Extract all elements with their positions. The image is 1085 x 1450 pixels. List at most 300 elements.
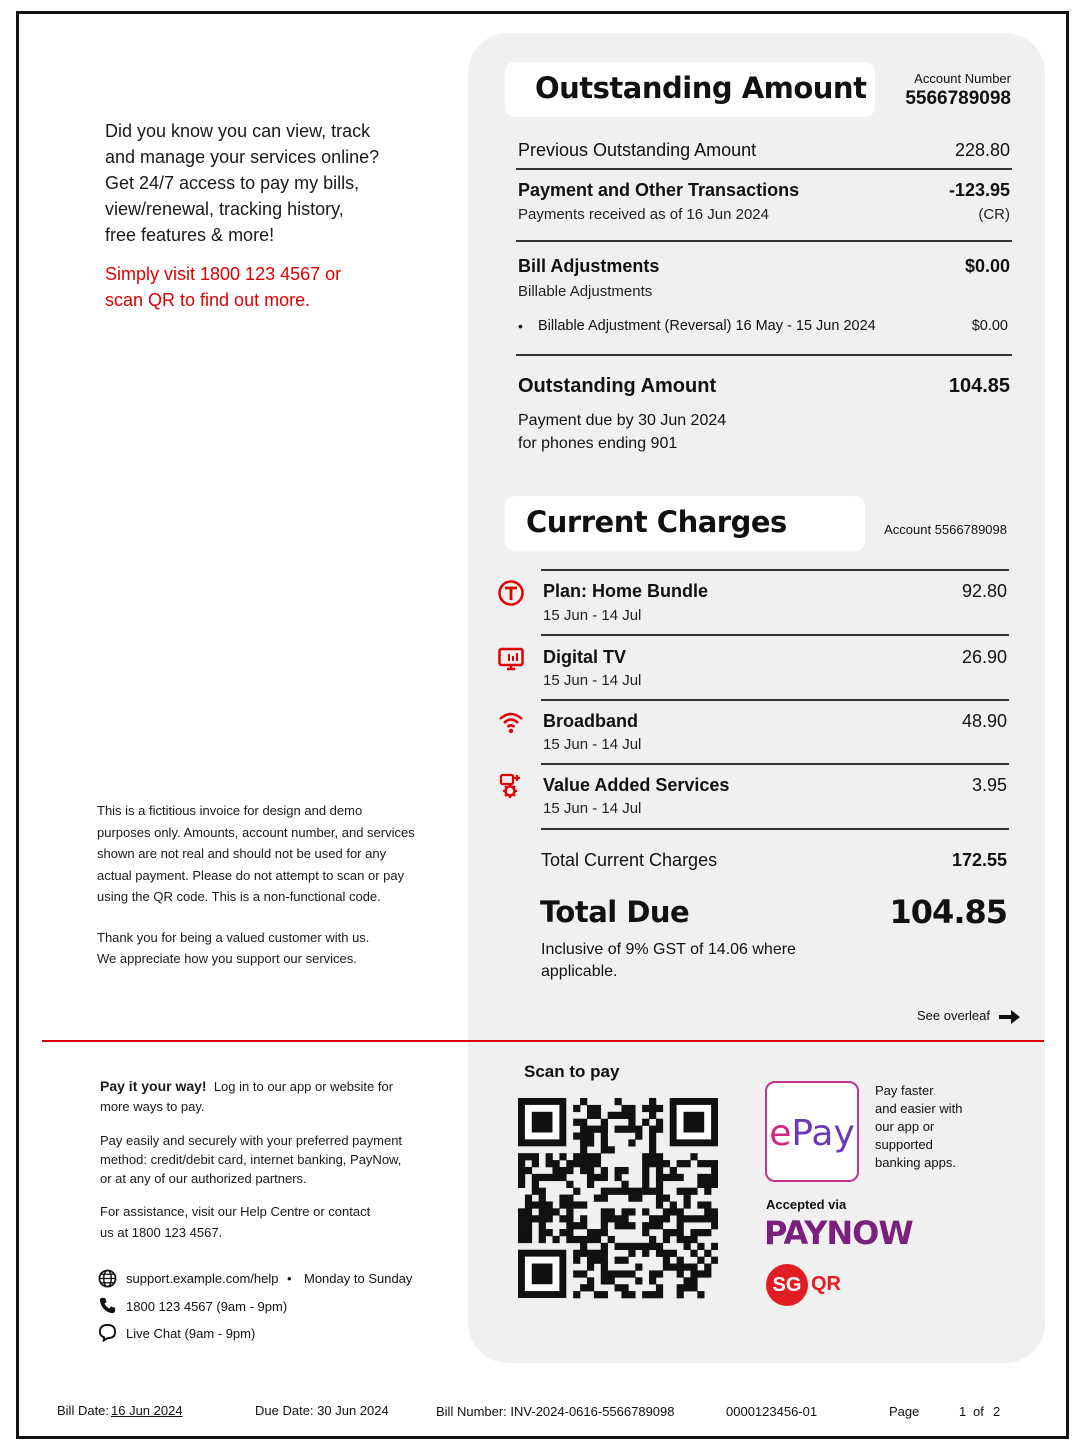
qr-module <box>594 1112 601 1119</box>
qr-module <box>532 1181 539 1188</box>
qr-module <box>649 1236 656 1243</box>
qr-module <box>642 1222 649 1229</box>
qr-module <box>525 1208 532 1215</box>
qr-module <box>518 1229 525 1236</box>
qr-module <box>518 1174 525 1181</box>
qr-module <box>525 1236 532 1243</box>
qr-module <box>601 1208 608 1215</box>
thanks-line: We appreciate how you support our services. <box>97 951 357 966</box>
qr-module <box>670 1229 677 1236</box>
qr-module <box>546 1201 553 1208</box>
qr-module <box>580 1126 587 1133</box>
qr-module <box>573 1250 580 1257</box>
qr-module <box>615 1098 622 1105</box>
qr-module <box>684 1160 691 1167</box>
qr-module <box>532 1201 539 1208</box>
qr-module <box>587 1277 594 1284</box>
pay-heading: Pay it your way! <box>100 1078 207 1094</box>
qr-module <box>711 1215 718 1222</box>
qr-module <box>594 1236 601 1243</box>
payments-label: Payment and Other Transactions <box>518 180 800 200</box>
bill-adjustments-label: Bill Adjustments <box>518 256 660 276</box>
epay-line: banking apps. <box>875 1155 956 1170</box>
qr-module <box>559 1167 566 1174</box>
qr-module <box>594 1195 601 1202</box>
qr-module <box>635 1277 642 1284</box>
qr-module <box>642 1119 649 1126</box>
qr-module <box>649 1098 656 1105</box>
qr-module <box>649 1243 656 1250</box>
qr-module <box>711 1174 718 1181</box>
promo-line: and manage your services online? <box>105 147 380 167</box>
item-name: Broadband <box>543 711 639 731</box>
qr-module <box>663 1264 670 1271</box>
qr-module <box>649 1153 656 1160</box>
qr-module <box>559 1153 566 1160</box>
chat-icon <box>98 1323 117 1342</box>
epay-description <box>875 1082 962 1172</box>
qr-module <box>677 1236 684 1243</box>
qr-module <box>663 1160 670 1167</box>
qr-module <box>704 1208 711 1215</box>
qr-module <box>649 1270 656 1277</box>
promo-cta[interactable] <box>105 261 425 313</box>
qr-module <box>566 1236 573 1243</box>
promo-line: view/renewal, tracking history, <box>105 199 344 219</box>
divider <box>516 168 1012 170</box>
qr-module <box>697 1257 704 1264</box>
qr-module <box>656 1188 663 1195</box>
qr-module <box>566 1215 573 1222</box>
qr-module <box>697 1229 704 1236</box>
qr-module <box>601 1257 608 1264</box>
qr-module <box>546 1160 553 1167</box>
qr-module <box>621 1188 628 1195</box>
qr-module <box>642 1167 649 1174</box>
qr-module <box>601 1215 608 1222</box>
qr-module <box>518 1222 525 1229</box>
epay-logo-label: Pay <box>791 1113 855 1154</box>
qr-module <box>608 1236 615 1243</box>
qr-module <box>711 1167 718 1174</box>
qr-module <box>573 1201 580 1208</box>
qr-finder-pattern <box>518 1250 566 1298</box>
divider <box>541 763 1009 765</box>
qr-module <box>580 1167 587 1174</box>
qr-module <box>677 1208 684 1215</box>
total-current-charges-label: Total Current Charges <box>541 850 718 870</box>
thanks-line: Thank you for being a valued customer with us. <box>97 930 370 945</box>
qr-module <box>656 1105 663 1112</box>
total-current-charges-value: 172.55 <box>951 850 1007 870</box>
sgqr-logo: SG <box>766 1264 808 1306</box>
qr-module <box>615 1112 622 1119</box>
qr-module <box>573 1188 580 1195</box>
current-account: Account 5566789098 <box>884 522 1007 537</box>
qr-module <box>628 1208 635 1215</box>
qr-module <box>587 1126 594 1133</box>
item-amount: 26.90 <box>961 647 1007 667</box>
qr-module <box>608 1146 615 1153</box>
qr-module <box>670 1208 677 1215</box>
qr-module <box>601 1264 608 1271</box>
qr-module <box>677 1215 684 1222</box>
plan-icon <box>497 579 525 607</box>
bill-adjustments-sub: Billable Adjustments <box>518 283 653 300</box>
qr-module <box>580 1098 587 1105</box>
qr-module <box>690 1229 697 1236</box>
qr-module <box>573 1257 580 1264</box>
current-charges-title: Current Charges <box>526 505 787 539</box>
qr-module <box>704 1270 711 1277</box>
qr-module <box>711 1222 718 1229</box>
qr-module <box>566 1222 573 1229</box>
qr-module <box>628 1105 635 1112</box>
item-period: 15 Jun - 14 Jul <box>543 800 642 817</box>
qr-module <box>573 1119 580 1126</box>
qr-module <box>670 1201 677 1208</box>
thanks-note <box>97 927 442 969</box>
qr-module <box>642 1250 649 1257</box>
qr-module <box>656 1119 663 1126</box>
wifi-icon <box>497 709 525 737</box>
qr-module <box>587 1132 594 1139</box>
phone-number[interactable]: 1800 123 4567 (9am - 9pm) <box>126 1299 288 1314</box>
epay-line: and easier with <box>875 1101 963 1116</box>
qr-module <box>580 1284 587 1291</box>
see-overleaf[interactable]: See overleaf <box>917 1008 990 1023</box>
qr-module <box>615 1215 622 1222</box>
qr-module <box>580 1119 587 1126</box>
qr-module <box>642 1291 649 1298</box>
assist-line: us at 1800 123 4567. <box>100 1225 223 1240</box>
qr-module <box>573 1105 580 1112</box>
qr-module <box>580 1222 587 1229</box>
qr-module <box>539 1229 546 1236</box>
qr-module <box>711 1257 718 1264</box>
gst-line: applicable. <box>541 963 618 980</box>
qr-module <box>684 1188 691 1195</box>
item-amount: 48.90 <box>961 711 1007 731</box>
qr-module <box>621 1181 628 1188</box>
qr-module <box>621 1126 628 1133</box>
qr-module <box>697 1270 704 1277</box>
qr-module <box>594 1291 601 1298</box>
qr-module <box>525 1229 532 1236</box>
qr-module <box>656 1201 663 1208</box>
payment-due-line: Payment due by 30 Jun 2024 <box>518 412 727 429</box>
qr-module <box>628 1112 635 1119</box>
qr-module <box>621 1284 628 1291</box>
outstanding-title-box <box>505 62 875 117</box>
qr-module <box>580 1250 587 1257</box>
qr-finder-pattern <box>670 1098 718 1146</box>
qr-module <box>594 1126 601 1133</box>
qr-module <box>684 1277 691 1284</box>
disclaimer-line: shown are not real and should not be used for any <box>97 846 387 861</box>
qr-module <box>587 1112 594 1119</box>
qr-module <box>594 1160 601 1167</box>
qr-module <box>628 1119 635 1126</box>
qr-module <box>670 1167 677 1174</box>
qr-module <box>608 1270 615 1277</box>
qr-module <box>649 1132 656 1139</box>
qr-module <box>587 1236 594 1243</box>
qr-module <box>656 1167 663 1174</box>
qr-module <box>684 1201 691 1208</box>
disclaimer-line: This is a fictitious invoice for design and demo <box>97 803 363 818</box>
qr-module <box>552 1208 559 1215</box>
qr-module <box>677 1284 684 1291</box>
qr-module <box>697 1201 704 1208</box>
qr-module <box>649 1146 656 1153</box>
qr-module <box>656 1160 663 1167</box>
qr-module <box>608 1208 615 1215</box>
qr-module <box>587 1284 594 1291</box>
total-due-value: 104.85 <box>889 893 1007 931</box>
qr-module <box>628 1250 635 1257</box>
qr-module <box>649 1105 656 1112</box>
methods-line: or at any of our authorized partners. <box>100 1171 307 1186</box>
qr-module <box>539 1174 546 1181</box>
previous-outstanding-value: 228.80 <box>954 140 1010 160</box>
qr-module <box>615 1126 622 1133</box>
outstanding-title: Outstanding Amount <box>535 71 867 105</box>
qr-module <box>684 1264 691 1271</box>
qr-module <box>690 1188 697 1195</box>
payment-qr-code[interactable] <box>518 1098 718 1300</box>
qr-module <box>628 1222 635 1229</box>
qr-module <box>677 1291 684 1298</box>
qr-module <box>615 1257 622 1264</box>
qr-module <box>663 1257 670 1264</box>
qr-module <box>711 1208 718 1215</box>
qr-module <box>580 1270 587 1277</box>
help-website-link[interactable]: support.example.com/help <box>126 1271 279 1286</box>
qr-module <box>704 1160 711 1167</box>
qr-module <box>594 1250 601 1257</box>
qr-module <box>552 1236 559 1243</box>
qr-module <box>704 1188 711 1195</box>
qr-module <box>594 1105 601 1112</box>
qr-module <box>677 1270 684 1277</box>
outstanding-total-label: Outstanding Amount <box>518 375 717 397</box>
qr-module <box>690 1277 697 1284</box>
qr-module <box>580 1146 587 1153</box>
qr-module <box>670 1264 677 1271</box>
arrow-right-icon <box>998 1008 1022 1026</box>
qr-module <box>587 1250 594 1257</box>
qr-module <box>601 1167 608 1174</box>
divider <box>516 354 1012 356</box>
qr-module <box>559 1201 566 1208</box>
qr-module <box>649 1126 656 1133</box>
qr-module <box>559 1229 566 1236</box>
qr-module <box>642 1105 649 1112</box>
section-divider <box>42 1040 1044 1042</box>
item-period: 15 Jun - 14 Jul <box>543 607 642 624</box>
qr-module <box>621 1112 628 1119</box>
qr-module <box>559 1195 566 1202</box>
qr-module <box>587 1264 594 1271</box>
qr-module <box>546 1208 553 1215</box>
qr-module <box>580 1153 587 1160</box>
methods-line: Pay easily and securely with your preferred payment <box>100 1133 403 1148</box>
qr-module <box>670 1250 677 1257</box>
qr-module <box>635 1126 642 1133</box>
globe-icon <box>98 1269 117 1288</box>
qr-module <box>704 1215 711 1222</box>
qr-module <box>656 1270 663 1277</box>
payments-sub: Payments received as of 16 Jun 2024 <box>518 206 769 223</box>
item-name: Plan: Home Bundle <box>543 581 709 601</box>
qr-module <box>628 1243 635 1250</box>
qr-module <box>580 1243 587 1250</box>
qr-module <box>580 1215 587 1222</box>
qr-module <box>587 1181 594 1188</box>
qr-module <box>518 1236 525 1243</box>
phone-icon <box>98 1296 117 1315</box>
qr-module <box>711 1160 718 1167</box>
qr-module <box>601 1222 608 1229</box>
qr-module <box>628 1126 635 1133</box>
qr-module <box>525 1167 532 1174</box>
qr-module <box>621 1291 628 1298</box>
qr-module <box>518 1181 525 1188</box>
qr-module <box>677 1188 684 1195</box>
page-total: 2 <box>993 1404 1001 1419</box>
qr-module <box>539 1195 546 1202</box>
previous-outstanding-label: Previous Outstanding Amount <box>518 140 757 160</box>
qr-module <box>615 1243 622 1250</box>
live-chat[interactable]: Live Chat (9am - 9pm) <box>126 1326 256 1341</box>
qr-module <box>587 1160 594 1167</box>
pay-heading-rest: Log in to our app or website for <box>213 1079 394 1094</box>
qr-module <box>649 1139 656 1146</box>
qr-module <box>656 1243 663 1250</box>
qr-module <box>621 1243 628 1250</box>
qr-module <box>518 1208 525 1215</box>
qr-module <box>711 1243 718 1250</box>
qr-module <box>608 1188 615 1195</box>
qr-module <box>663 1229 670 1236</box>
item-period: 15 Jun - 14 Jul <box>543 672 642 689</box>
qr-module <box>601 1277 608 1284</box>
qr-module <box>642 1229 649 1236</box>
qr-module <box>552 1174 559 1181</box>
qr-module <box>649 1277 656 1284</box>
qr-module <box>601 1174 608 1181</box>
total-due-label: Total Due <box>540 895 690 929</box>
qr-module <box>573 1160 580 1167</box>
item-amount: 92.80 <box>961 581 1007 601</box>
qr-module <box>704 1201 711 1208</box>
qr-module <box>670 1174 677 1181</box>
pay-your-way <box>100 1076 430 1117</box>
qr-module <box>656 1174 663 1181</box>
qr-module <box>704 1229 711 1236</box>
qr-module <box>656 1250 663 1257</box>
qr-module <box>566 1160 573 1167</box>
qr-module <box>656 1222 663 1229</box>
qr-module <box>539 1215 546 1222</box>
item-name: Value Added Services <box>543 775 730 795</box>
qr-module <box>677 1222 684 1229</box>
qr-module <box>649 1160 656 1167</box>
qr-module <box>635 1264 642 1271</box>
qr-module <box>587 1167 594 1174</box>
qr-module <box>677 1257 684 1264</box>
qr-module <box>635 1132 642 1139</box>
qr-module <box>573 1132 580 1139</box>
promo-text <box>105 118 425 248</box>
qr-module <box>539 1236 546 1243</box>
divider <box>541 634 1009 636</box>
qr-module <box>573 1153 580 1160</box>
qr-module <box>539 1208 546 1215</box>
qr-module <box>566 1201 573 1208</box>
disclaimer <box>97 800 442 908</box>
qr-module <box>532 1188 539 1195</box>
qr-module <box>601 1119 608 1126</box>
qr-module <box>704 1181 711 1188</box>
qr-module <box>684 1236 691 1243</box>
promo-line: free features & more! <box>105 225 275 245</box>
bill-adjustments-value: $0.00 <box>964 256 1010 276</box>
adjustment-item-label: Billable Adjustment (Reversal) 16 May - 15 Jun 2024 <box>538 318 876 334</box>
qr-module <box>704 1250 711 1257</box>
qr-module <box>684 1215 691 1222</box>
qr-module <box>525 1222 532 1229</box>
qr-module <box>642 1153 649 1160</box>
epay-logo-text: ePay <box>769 1113 855 1154</box>
qr-module <box>601 1132 608 1139</box>
qr-module <box>566 1208 573 1215</box>
item-name: Digital TV <box>543 647 627 667</box>
qr-module <box>532 1153 539 1160</box>
qr-module <box>587 1153 594 1160</box>
qr-module <box>615 1222 622 1229</box>
due-date: Due Date: 30 Jun 2024 <box>255 1403 389 1418</box>
qr-module <box>690 1215 697 1222</box>
qr-module <box>649 1222 656 1229</box>
qr-module <box>635 1243 642 1250</box>
qr-module <box>621 1167 628 1174</box>
qr-module <box>663 1174 670 1181</box>
account-number: 5566789098 <box>905 88 1011 109</box>
qr-module <box>615 1174 622 1181</box>
qr-module <box>690 1153 697 1160</box>
bill-date-label: Bill Date: <box>57 1403 110 1418</box>
assist-line: For assistance, visit our Help Centre or contact <box>100 1204 371 1219</box>
qr-module <box>601 1229 608 1236</box>
qr-module <box>621 1257 628 1264</box>
qr-module <box>608 1112 615 1119</box>
qr-module <box>621 1208 628 1215</box>
qr-module <box>697 1181 704 1188</box>
qr-module <box>566 1181 573 1188</box>
qr-module <box>559 1215 566 1222</box>
assistance <box>100 1201 440 1243</box>
separator: • <box>287 1271 292 1286</box>
qr-module <box>566 1195 573 1202</box>
promo-cta-line: Simply visit 1800 123 4567 or <box>105 264 342 284</box>
qr-module <box>677 1174 684 1181</box>
payments-value: -123.95 <box>948 180 1010 200</box>
qr-module <box>690 1264 697 1271</box>
qr-module <box>642 1188 649 1195</box>
qr-module <box>697 1160 704 1167</box>
